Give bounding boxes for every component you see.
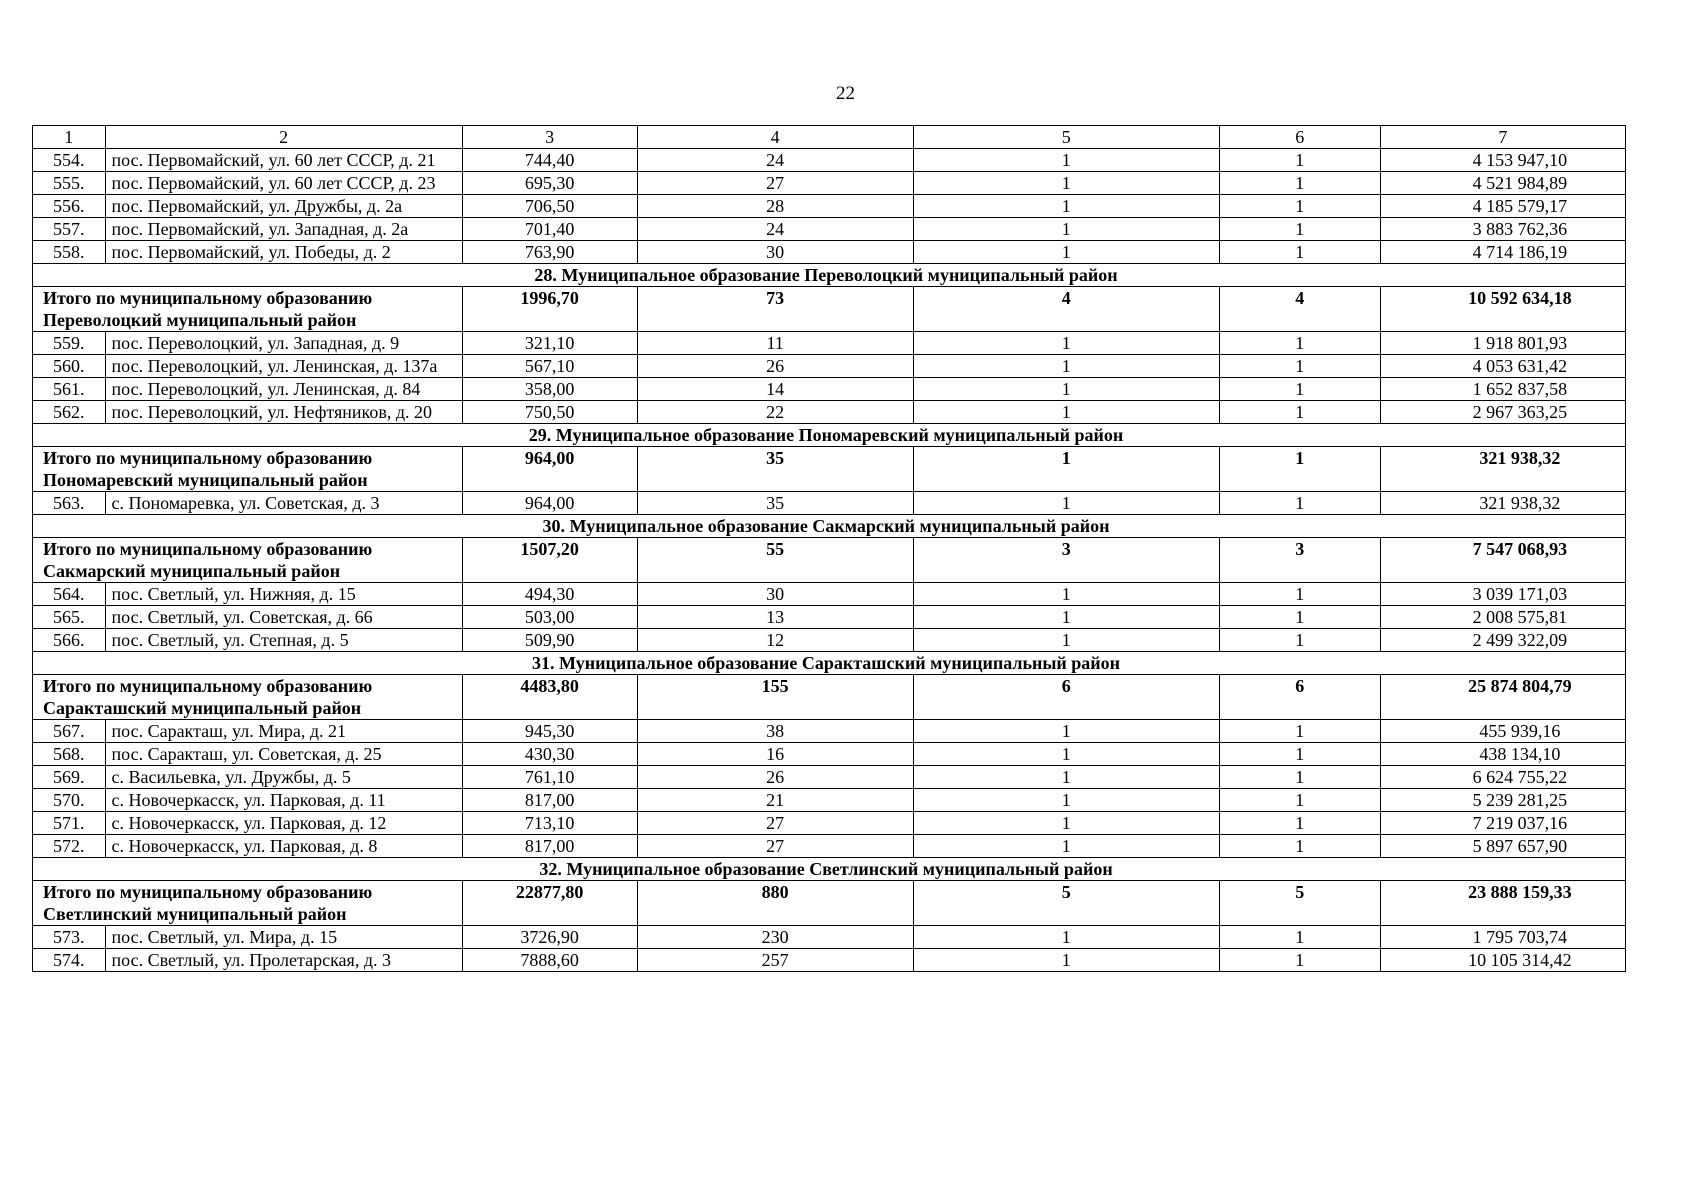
total-column-6-cell: 4 <box>1219 287 1380 332</box>
cost-cell: 10 105 314,42 <box>1380 949 1625 972</box>
cost-cell: 1 918 801,93 <box>1380 332 1625 355</box>
total-column-5-cell: 1 <box>913 447 1219 492</box>
area-cell: 713,10 <box>462 812 637 835</box>
total-row <box>33 447 1626 492</box>
address-cell: с. Васильевка, ул. Дружбы, д. 5 <box>105 766 462 789</box>
column-5-cell: 1 <box>913 241 1219 264</box>
section-title: 28. Муниципальное образование Переволоцкий муниципальный район <box>33 264 1626 287</box>
address-cell: пос. Светлый, ул. Нижняя, д. 15 <box>105 583 462 606</box>
row-number-cell: 570. <box>33 789 106 812</box>
column-6-cell: 1 <box>1219 401 1380 424</box>
residents-cell: 14 <box>637 378 913 401</box>
area-cell: 430,30 <box>462 743 637 766</box>
address-cell: с. Новочеркасск, ул. Парковая, д. 11 <box>105 789 462 812</box>
total-residents-cell: 880 <box>637 881 913 926</box>
address-cell: пос. Переволоцкий, ул. Ленинская, д. 84 <box>105 378 462 401</box>
housing-table <box>32 125 1626 972</box>
total-cost-cell: 10 592 634,18 <box>1380 287 1625 332</box>
column-5-cell: 1 <box>913 218 1219 241</box>
area-cell: 509,90 <box>462 629 637 652</box>
cost-cell: 3 039 171,03 <box>1380 583 1625 606</box>
column-6-cell: 1 <box>1219 218 1380 241</box>
residents-cell: 30 <box>637 583 913 606</box>
cost-cell: 2 967 363,25 <box>1380 401 1625 424</box>
column-6-cell: 1 <box>1219 766 1380 789</box>
total-area-cell: 964,00 <box>462 447 637 492</box>
address-cell: пос. Первомайский, ул. 60 лет СССР, д. 21 <box>105 149 462 172</box>
row-number-cell: 568. <box>33 743 106 766</box>
table-row <box>33 835 1626 858</box>
row-number-cell: 573. <box>33 926 106 949</box>
table-row <box>33 583 1626 606</box>
residents-cell: 35 <box>637 492 913 515</box>
total-column-5-cell: 6 <box>913 675 1219 720</box>
table-row <box>33 812 1626 835</box>
area-cell: 817,00 <box>462 789 637 812</box>
total-column-6-cell: 6 <box>1219 675 1380 720</box>
cost-cell: 5 897 657,90 <box>1380 835 1625 858</box>
table-row <box>33 172 1626 195</box>
row-number-cell: 563. <box>33 492 106 515</box>
area-cell: 567,10 <box>462 355 637 378</box>
table-row <box>33 149 1626 172</box>
row-number-cell: 561. <box>33 378 106 401</box>
cost-cell: 5 239 281,25 <box>1380 789 1625 812</box>
cost-cell: 4 153 947,10 <box>1380 149 1625 172</box>
address-cell: пос. Первомайский, ул. 60 лет СССР, д. 23 <box>105 172 462 195</box>
column-6-cell: 1 <box>1219 172 1380 195</box>
address-cell: с. Новочеркасск, ул. Парковая, д. 8 <box>105 835 462 858</box>
row-number-cell: 571. <box>33 812 106 835</box>
column-6-cell: 1 <box>1219 149 1380 172</box>
column-6-cell: 1 <box>1219 606 1380 629</box>
column-5-cell: 1 <box>913 355 1219 378</box>
column-header: 2 <box>105 126 462 149</box>
column-5-cell: 1 <box>913 789 1219 812</box>
total-column-5-cell: 5 <box>913 881 1219 926</box>
total-area-cell: 1507,20 <box>462 538 637 583</box>
residents-cell: 12 <box>637 629 913 652</box>
residents-cell: 16 <box>637 743 913 766</box>
table-row <box>33 332 1626 355</box>
cost-cell: 6 624 755,22 <box>1380 766 1625 789</box>
total-column-6-cell: 3 <box>1219 538 1380 583</box>
total-row <box>33 675 1626 720</box>
residents-cell: 21 <box>637 789 913 812</box>
total-column-6-cell: 5 <box>1219 881 1380 926</box>
table-row <box>33 355 1626 378</box>
row-number-cell: 556. <box>33 195 106 218</box>
total-label: Итого по муниципальному образованию Переволоцкий муниципальный район <box>33 287 463 332</box>
cost-cell: 2 008 575,81 <box>1380 606 1625 629</box>
table-row <box>33 629 1626 652</box>
row-number-cell: 559. <box>33 332 106 355</box>
table-row <box>33 720 1626 743</box>
table-body <box>33 126 1626 972</box>
address-cell: пос. Первомайский, ул. Дружбы, д. 2а <box>105 195 462 218</box>
column-6-cell: 1 <box>1219 949 1380 972</box>
total-row <box>33 881 1626 926</box>
total-label: Итого по муниципальному образованию Саракташский муниципальный район <box>33 675 463 720</box>
residents-cell: 24 <box>637 218 913 241</box>
column-5-cell: 1 <box>913 743 1219 766</box>
address-cell: пос. Первомайский, ул. Западная, д. 2а <box>105 218 462 241</box>
row-number-cell: 572. <box>33 835 106 858</box>
row-number-cell: 565. <box>33 606 106 629</box>
area-cell: 706,50 <box>462 195 637 218</box>
column-header: 1 <box>33 126 106 149</box>
table-row <box>33 606 1626 629</box>
total-row <box>33 287 1626 332</box>
column-5-cell: 1 <box>913 949 1219 972</box>
cost-cell: 4 714 186,19 <box>1380 241 1625 264</box>
section-header-row <box>33 858 1626 881</box>
column-5-cell: 1 <box>913 195 1219 218</box>
total-area-cell: 1996,70 <box>462 287 637 332</box>
address-cell: с. Пономаревка, ул. Советская, д. 3 <box>105 492 462 515</box>
area-cell: 744,40 <box>462 149 637 172</box>
column-6-cell: 1 <box>1219 241 1380 264</box>
total-residents-cell: 55 <box>637 538 913 583</box>
column-6-cell: 1 <box>1219 789 1380 812</box>
table-row <box>33 949 1626 972</box>
column-5-cell: 1 <box>913 401 1219 424</box>
column-header: 6 <box>1219 126 1380 149</box>
total-label: Итого по муниципальному образованию Сакмарский муниципальный район <box>33 538 463 583</box>
total-cost-cell: 7 547 068,93 <box>1380 538 1625 583</box>
column-5-cell: 1 <box>913 149 1219 172</box>
row-number-cell: 564. <box>33 583 106 606</box>
area-cell: 358,00 <box>462 378 637 401</box>
cost-cell: 321 938,32 <box>1380 492 1625 515</box>
total-area-cell: 4483,80 <box>462 675 637 720</box>
table-row <box>33 195 1626 218</box>
column-6-cell: 1 <box>1219 332 1380 355</box>
row-number-cell: 558. <box>33 241 106 264</box>
cost-cell: 438 134,10 <box>1380 743 1625 766</box>
address-cell: пос. Переволоцкий, ул. Ленинская, д. 137а <box>105 355 462 378</box>
table-row <box>33 492 1626 515</box>
area-cell: 945,30 <box>462 720 637 743</box>
row-number-cell: 560. <box>33 355 106 378</box>
section-title: 29. Муниципальное образование Пономаревский муниципальный район <box>33 424 1626 447</box>
column-6-cell: 1 <box>1219 195 1380 218</box>
table-row <box>33 401 1626 424</box>
row-number-cell: 562. <box>33 401 106 424</box>
row-number-cell: 554. <box>33 149 106 172</box>
residents-cell: 13 <box>637 606 913 629</box>
address-cell: пос. Светлый, ул. Советская, д. 66 <box>105 606 462 629</box>
row-number-cell: 567. <box>33 720 106 743</box>
column-6-cell: 1 <box>1219 743 1380 766</box>
residents-cell: 27 <box>637 172 913 195</box>
column-5-cell: 1 <box>913 629 1219 652</box>
column-6-cell: 1 <box>1219 583 1380 606</box>
address-cell: с. Новочеркасск, ул. Парковая, д. 12 <box>105 812 462 835</box>
total-area-cell: 22877,80 <box>462 881 637 926</box>
total-cost-cell: 25 874 804,79 <box>1380 675 1625 720</box>
column-6-cell: 1 <box>1219 812 1380 835</box>
address-cell: пос. Светлый, ул. Пролетарская, д. 3 <box>105 949 462 972</box>
address-cell: пос. Светлый, ул. Мира, д. 15 <box>105 926 462 949</box>
cost-cell: 1 795 703,74 <box>1380 926 1625 949</box>
column-header: 4 <box>637 126 913 149</box>
column-5-cell: 1 <box>913 172 1219 195</box>
area-cell: 321,10 <box>462 332 637 355</box>
cost-cell: 2 499 322,09 <box>1380 629 1625 652</box>
column-5-cell: 1 <box>913 835 1219 858</box>
residents-cell: 28 <box>637 195 913 218</box>
address-cell: пос. Саракташ, ул. Мира, д. 21 <box>105 720 462 743</box>
residents-cell: 27 <box>637 812 913 835</box>
cost-cell: 3 883 762,36 <box>1380 218 1625 241</box>
row-number-cell: 557. <box>33 218 106 241</box>
total-column-5-cell: 4 <box>913 287 1219 332</box>
address-cell: пос. Саракташ, ул. Советская, д. 25 <box>105 743 462 766</box>
cost-cell: 4 053 631,42 <box>1380 355 1625 378</box>
column-5-cell: 1 <box>913 332 1219 355</box>
column-5-cell: 1 <box>913 812 1219 835</box>
column-5-cell: 1 <box>913 926 1219 949</box>
page-number: 22 <box>836 83 855 104</box>
table-row <box>33 789 1626 812</box>
residents-cell: 257 <box>637 949 913 972</box>
total-label: Итого по муниципальному образованию Пономаревский муниципальный район <box>33 447 463 492</box>
address-cell: пос. Первомайский, ул. Победы, д. 2 <box>105 241 462 264</box>
total-residents-cell: 35 <box>637 447 913 492</box>
column-header: 3 <box>462 126 637 149</box>
column-5-cell: 1 <box>913 378 1219 401</box>
area-cell: 817,00 <box>462 835 637 858</box>
row-number-cell: 566. <box>33 629 106 652</box>
total-residents-cell: 73 <box>637 287 913 332</box>
total-label: Итого по муниципальному образованию Светлинский муниципальный район <box>33 881 463 926</box>
area-cell: 695,30 <box>462 172 637 195</box>
cost-cell: 7 219 037,16 <box>1380 812 1625 835</box>
area-cell: 3726,90 <box>462 926 637 949</box>
residents-cell: 230 <box>637 926 913 949</box>
cost-cell: 455 939,16 <box>1380 720 1625 743</box>
residents-cell: 38 <box>637 720 913 743</box>
section-title: 32. Муниципальное образование Светлинский муниципальный район <box>33 858 1626 881</box>
column-6-cell: 1 <box>1219 378 1380 401</box>
total-row <box>33 538 1626 583</box>
column-5-cell: 1 <box>913 720 1219 743</box>
section-title: 30. Муниципальное образование Сакмарский муниципальный район <box>33 515 1626 538</box>
area-cell: 7888,60 <box>462 949 637 972</box>
area-cell: 701,40 <box>462 218 637 241</box>
table-row <box>33 926 1626 949</box>
area-cell: 964,00 <box>462 492 637 515</box>
address-cell: пос. Светлый, ул. Степная, д. 5 <box>105 629 462 652</box>
column-5-cell: 1 <box>913 583 1219 606</box>
residents-cell: 22 <box>637 401 913 424</box>
table-row <box>33 743 1626 766</box>
table-row <box>33 241 1626 264</box>
area-cell: 763,90 <box>462 241 637 264</box>
row-number-cell: 569. <box>33 766 106 789</box>
section-header-row <box>33 652 1626 675</box>
total-column-5-cell: 3 <box>913 538 1219 583</box>
total-column-6-cell: 1 <box>1219 447 1380 492</box>
column-6-cell: 1 <box>1219 355 1380 378</box>
residents-cell: 26 <box>637 355 913 378</box>
row-number-cell: 555. <box>33 172 106 195</box>
section-title: 31. Муниципальное образование Саракташский муниципальный район <box>33 652 1626 675</box>
column-6-cell: 1 <box>1219 926 1380 949</box>
cost-cell: 1 652 837,58 <box>1380 378 1625 401</box>
total-cost-cell: 321 938,32 <box>1380 447 1625 492</box>
column-header: 5 <box>913 126 1219 149</box>
area-cell: 503,00 <box>462 606 637 629</box>
table-row <box>33 378 1626 401</box>
section-header-row <box>33 515 1626 538</box>
area-cell: 750,50 <box>462 401 637 424</box>
residents-cell: 30 <box>637 241 913 264</box>
table-row <box>33 766 1626 789</box>
section-header-row <box>33 264 1626 287</box>
area-cell: 494,30 <box>462 583 637 606</box>
column-5-cell: 1 <box>913 766 1219 789</box>
residents-cell: 27 <box>637 835 913 858</box>
total-residents-cell: 155 <box>637 675 913 720</box>
column-5-cell: 1 <box>913 606 1219 629</box>
column-header: 7 <box>1380 126 1625 149</box>
residents-cell: 26 <box>637 766 913 789</box>
address-cell: пос. Переволоцкий, ул. Нефтяников, д. 20 <box>105 401 462 424</box>
row-number-cell: 574. <box>33 949 106 972</box>
residents-cell: 24 <box>637 149 913 172</box>
table-row <box>33 218 1626 241</box>
column-6-cell: 1 <box>1219 720 1380 743</box>
section-header-row <box>33 424 1626 447</box>
area-cell: 761,10 <box>462 766 637 789</box>
address-cell: пос. Переволоцкий, ул. Западная, д. 9 <box>105 332 462 355</box>
column-6-cell: 1 <box>1219 629 1380 652</box>
column-6-cell: 1 <box>1219 492 1380 515</box>
column-6-cell: 1 <box>1219 835 1380 858</box>
column-5-cell: 1 <box>913 492 1219 515</box>
cost-cell: 4 185 579,17 <box>1380 195 1625 218</box>
cost-cell: 4 521 984,89 <box>1380 172 1625 195</box>
residents-cell: 11 <box>637 332 913 355</box>
total-cost-cell: 23 888 159,33 <box>1380 881 1625 926</box>
table-header-row <box>33 126 1626 149</box>
